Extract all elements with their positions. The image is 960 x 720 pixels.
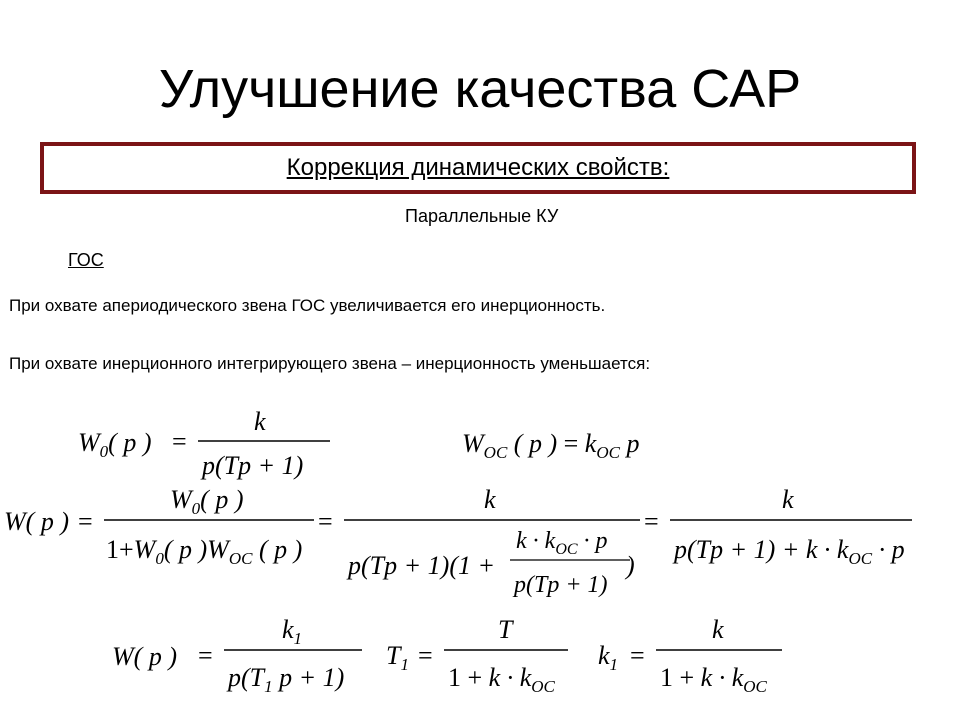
svg-text:1 + k · kOC: $1 + k \cdot k_{OC}$	[448, 663, 555, 696]
svg-text:T1: $T_1$	[386, 641, 409, 674]
svg-text:=: =	[418, 641, 433, 670]
svg-text:=: =	[644, 507, 659, 536]
svg-text:k: k	[782, 485, 794, 514]
svg-text:p(Tp + 1): p(Tp + 1)	[202, 451, 304, 480]
formula-result	[112, 615, 782, 696]
svg-text:p(Tp + 1): p(Tp + 1)	[514, 572, 608, 598]
svg-text:p(Tp + 1)(1 +: p(Tp + 1)(1 +	[348, 551, 496, 580]
svg-text:W0( p ): $W_0$( p )	[78, 428, 152, 461]
svg-text:=: =	[630, 641, 645, 670]
heading-box	[40, 142, 916, 194]
svg-text:k1: $k_1$	[282, 615, 303, 648]
subheading: Параллельные КУ	[405, 206, 559, 226]
svg-text:k: k	[712, 615, 724, 644]
svg-text:W0( p ): $W_0$( p )	[170, 485, 244, 518]
text-line-1: При охвате апериодического звена ГОС увеличивается его инерционность.	[9, 296, 606, 315]
svg-text:=: =	[78, 507, 93, 536]
slide-title: Улучшение качества САР	[158, 59, 802, 119]
section-label: ГОС	[68, 250, 104, 270]
formulas	[0, 400, 960, 720]
svg-text:p(T1 p + 1): $p(T_1$ p + 1)	[228, 663, 345, 696]
svg-text:): )	[626, 551, 635, 580]
svg-text:k: k	[254, 407, 266, 436]
svg-text:WOC ( p ) = kOC p: $W_{OC}$ ( p ) = $k_{OC}$ p	[462, 429, 640, 462]
svg-text:W( p ): W( p )	[4, 507, 69, 536]
svg-text:k: k	[484, 485, 496, 514]
svg-text:1 + k · kOC: $1 + k \cdot k_{OC}$	[660, 663, 767, 696]
svg-text:k · kOC · p: $k \cdot k_{OC} \cdot p$	[516, 528, 608, 558]
svg-text:T: T	[498, 615, 513, 644]
svg-text:p(Tp + 1) + k · kOC · p: $p(Tp + 1) + k \cdot k_{OC} \cdot p$	[674, 535, 905, 568]
svg-text:=: =	[172, 427, 187, 456]
svg-text:=: =	[198, 641, 213, 670]
formula-w0	[78, 407, 330, 480]
svg-text:W( p ): W( p )	[112, 642, 177, 671]
formula-closed-loop	[4, 485, 912, 598]
svg-text:1+W0( p )WOC ( p ): $1+W_0$( p )$W_{OC}$ ( p )	[106, 535, 303, 568]
box-heading: Коррекция динамических свойств:	[286, 154, 670, 181]
svg-text:k1: $k_1$	[598, 641, 619, 674]
svg-text:=: =	[318, 507, 333, 536]
text-line-2: При охвате инерционного интегрирующего звена – инерционность уменьшается:	[9, 354, 651, 373]
formula-woc	[462, 429, 639, 462]
